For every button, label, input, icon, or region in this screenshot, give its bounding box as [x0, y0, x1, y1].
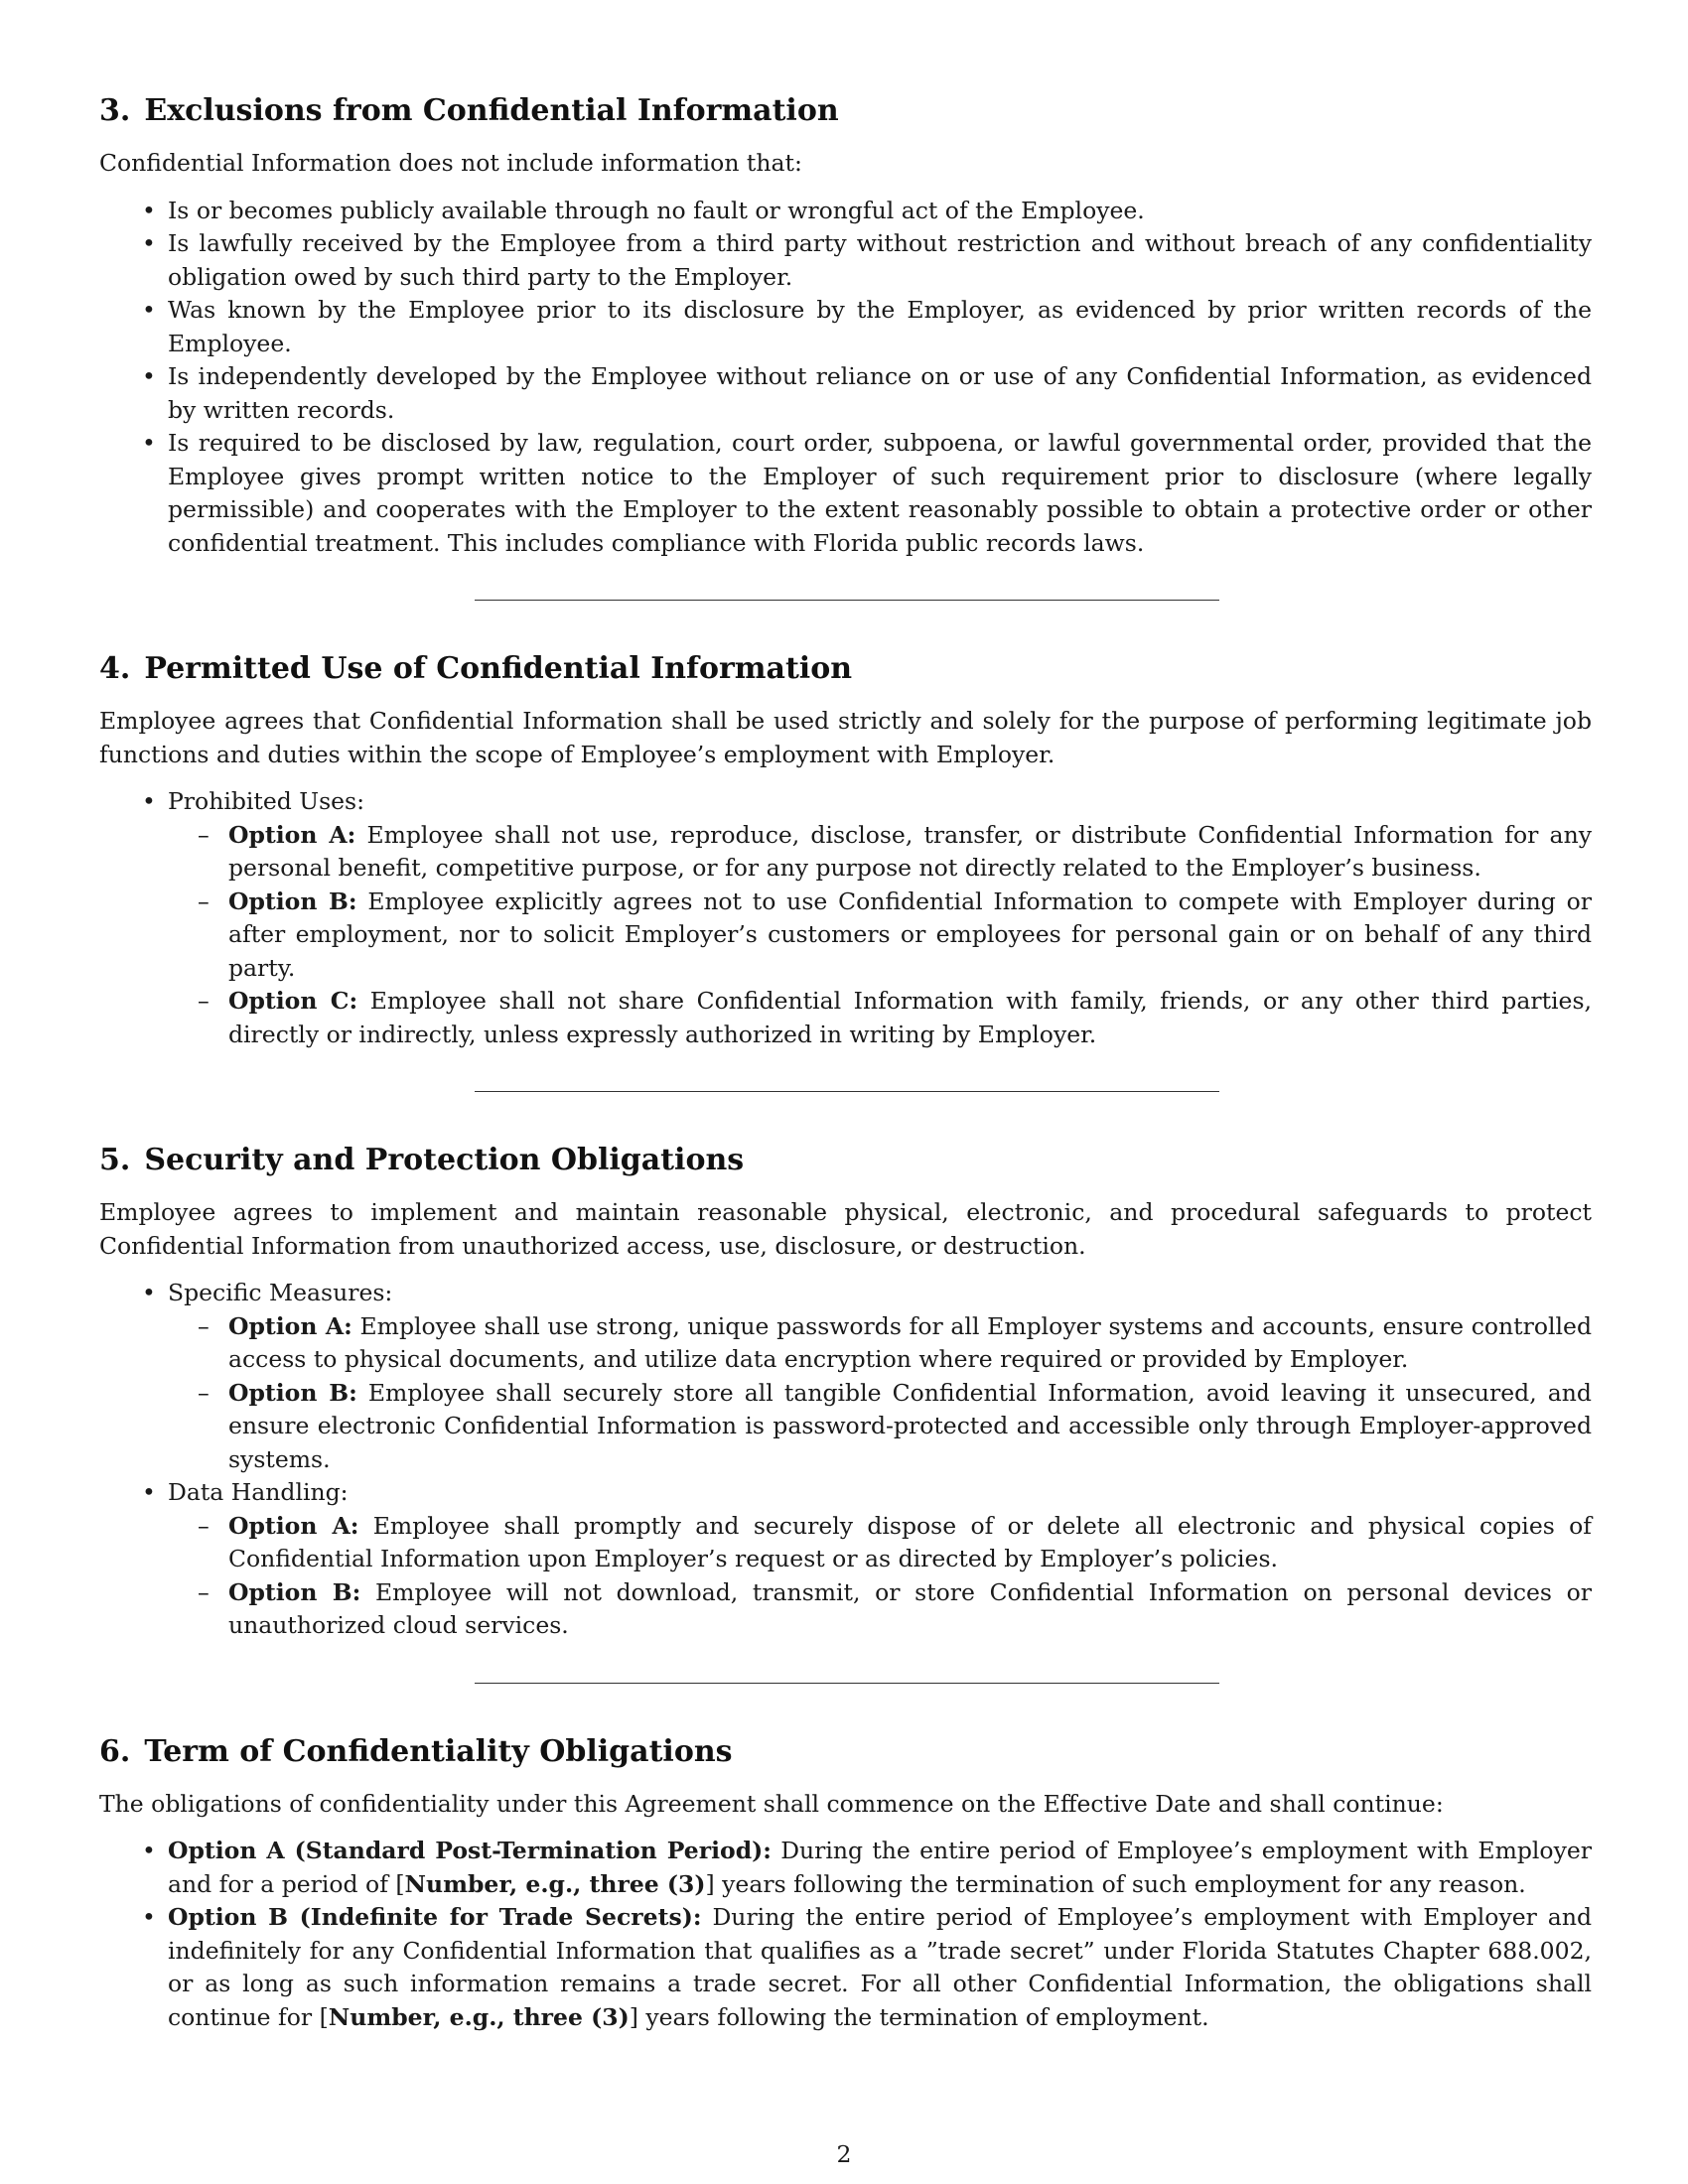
option-text: Employee shall not use, reproduce, disclose, transfer, or distribute Confidential Information for any personal benefit, competitive purpose, or for any purpose not directly related to the Employer’s business. [228, 820, 1592, 882]
option-text: Employee shall securely store all tangible Confidential Information, avoid leaving it unsecured, and ensure electronic Confidential Information is password-protected and accessible only through Employer-approved systems. [228, 1378, 1592, 1473]
list-item: • Is independently developed by the Employee without reliance on or use of any Confidential Information, as evidenced by written records. [99, 360, 1592, 427]
option-label: Option B: [228, 1378, 357, 1407]
document-page [99, 91, 1592, 2034]
section-heading [99, 1732, 1592, 1772]
option-label: Option A: [228, 1511, 359, 1540]
group-label: Prohibited Uses: [168, 787, 365, 815]
option-text: Employee shall use strong, unique passwords for all Employer systems and accounts, ensure controlled access to physical documents, and utilize data encryption where required or provided by Employer. [228, 1311, 1592, 1373]
option-item [99, 1901, 1592, 2034]
group-label: Data Handling: [168, 1478, 349, 1506]
list-item: • Is or becomes publicly available through no fault or wrongful act of the Employee. [99, 195, 1592, 228]
section-exclusions [99, 91, 1592, 601]
option-item [168, 1576, 1592, 1643]
list-item [99, 1476, 1592, 1643]
section-number: 3. [99, 93, 131, 128]
section-heading [99, 649, 1592, 689]
group-label: Specific Measures: [168, 1279, 393, 1306]
security-list [99, 1277, 1592, 1643]
option-item [168, 985, 1592, 1051]
section-permitted-use [99, 649, 1592, 1092]
option-label: Option B: [228, 887, 357, 915]
option-item [168, 886, 1592, 986]
option-item [168, 1310, 1592, 1377]
option-text: ] years following the termination of employment. [629, 2002, 1209, 2031]
option-text: ] years following the termination of such employment for any reason. [705, 1869, 1526, 1898]
permitted-use-list [99, 785, 1592, 1051]
section-number: 6. [99, 1733, 131, 1769]
section-title: Term of Confidentiality Obligations [144, 1733, 733, 1769]
list-item [99, 1277, 1592, 1476]
section-intro: Employee agrees that Confidential Information shall be used strictly and solely for the purpose of performing legitimate job functions and duties within the scope of Employee’s employment with Employer. [99, 707, 1592, 768]
section-title: Security and Protection Obligations [144, 1143, 745, 1177]
option-list [168, 1510, 1592, 1643]
option-text: Employee shall not share Confidential Information with family, friends, or any other third parties, directly or indirectly, unless expressly authorized in writing by Employer. [228, 987, 1592, 1048]
option-text: Employee explicitly agrees not to use Confidential Information to compete with Employer during or after employment, nor to solicit Employer’s customers or employees for personal gain or on behalf of any third party. [228, 887, 1592, 982]
section-title: Permitted Use of Confidential Information [144, 651, 853, 686]
option-list [168, 819, 1592, 1052]
term-options-list [99, 1835, 1592, 2034]
section-intro: The obligations of confidentiality under this Agreement shall commence on the Effective Date and shall continue: [99, 1789, 1444, 1818]
page-number: 2 [836, 2140, 852, 2168]
section-divider [475, 1683, 1219, 1684]
list-item: • Was known by the Employee prior to its disclosure by the Employer, as evidenced by prior written records of the Employee. [99, 294, 1592, 360]
section-divider [475, 1091, 1219, 1092]
option-label: Option B (Indefinite for Trade Secrets): [168, 1903, 702, 1931]
option-text: During the entire period of Employee’s employment with Employer and for a period of [ [168, 1837, 1592, 1898]
section-number: 5. [99, 1143, 131, 1177]
section-intro: Employee agrees to implement and maintain reasonable physical, electronic, and procedural safeguards to protect Confidential Information from unauthorized access, use, disclosure, or destruction. [99, 1198, 1592, 1260]
option-item [168, 1377, 1592, 1477]
option-label: Option A (Standard Post-Termination Period): [168, 1837, 772, 1864]
option-text: Employee will not download, transmit, or store Confidential Information on personal devices or unauthorized cloud services. [228, 1577, 1592, 1639]
option-item [168, 819, 1592, 886]
option-item [99, 1835, 1592, 1901]
option-label: Option C: [228, 987, 358, 1015]
section-divider [475, 600, 1219, 601]
option-label: Option A: [228, 820, 356, 849]
fill-in-placeholder: Number, e.g., three (3) [328, 2002, 630, 2031]
section-intro: Confidential Information does not include information that: [99, 149, 802, 177]
section-title: Exclusions from Confidential Information [144, 93, 839, 128]
option-label: Option B: [228, 1577, 361, 1606]
list-item: • Is lawfully received by the Employee from a third party without restriction and without breach of any confidentiality obligation owed by such third party to the Employer. [99, 227, 1592, 294]
section-heading [99, 1141, 1592, 1180]
exclusions-list [99, 195, 1592, 561]
section-term [99, 1732, 1592, 2035]
section-security [99, 1141, 1592, 1684]
section-heading [99, 91, 1592, 131]
fill-in-placeholder: Number, e.g., three (3) [404, 1869, 706, 1898]
option-list [168, 1310, 1592, 1477]
option-item [168, 1510, 1592, 1576]
list-item [99, 785, 1592, 1051]
option-text: Employee shall promptly and securely dispose of or delete all electronic and physical copies of Confidential Information upon Employer’s request or as directed by Employer’s policies. [228, 1511, 1592, 1572]
list-item: • Is required to be disclosed by law, regulation, court order, subpoena, or lawful governmental order, provided that the Employee gives prompt written notice to the Employer of such requirement prior to disclosure (where legally permissible) and cooperates with the Employer to the extent reasonably possible to obtain a protective order or other confidential treatment. This includes compliance with Florida public records laws. [99, 427, 1592, 560]
option-label: Option A: [228, 1311, 352, 1340]
option-text: During the entire period of Employee’s employment with Employer and indefinitely for any Confidential Information that qualifies as a ”trade secret” under Florida Statutes Chapter 688.002, or as long as such information remains a trade secret. For all other Confidential Information, the obligations shall continue for [ [168, 1903, 1592, 2031]
section-number: 4. [99, 651, 131, 686]
